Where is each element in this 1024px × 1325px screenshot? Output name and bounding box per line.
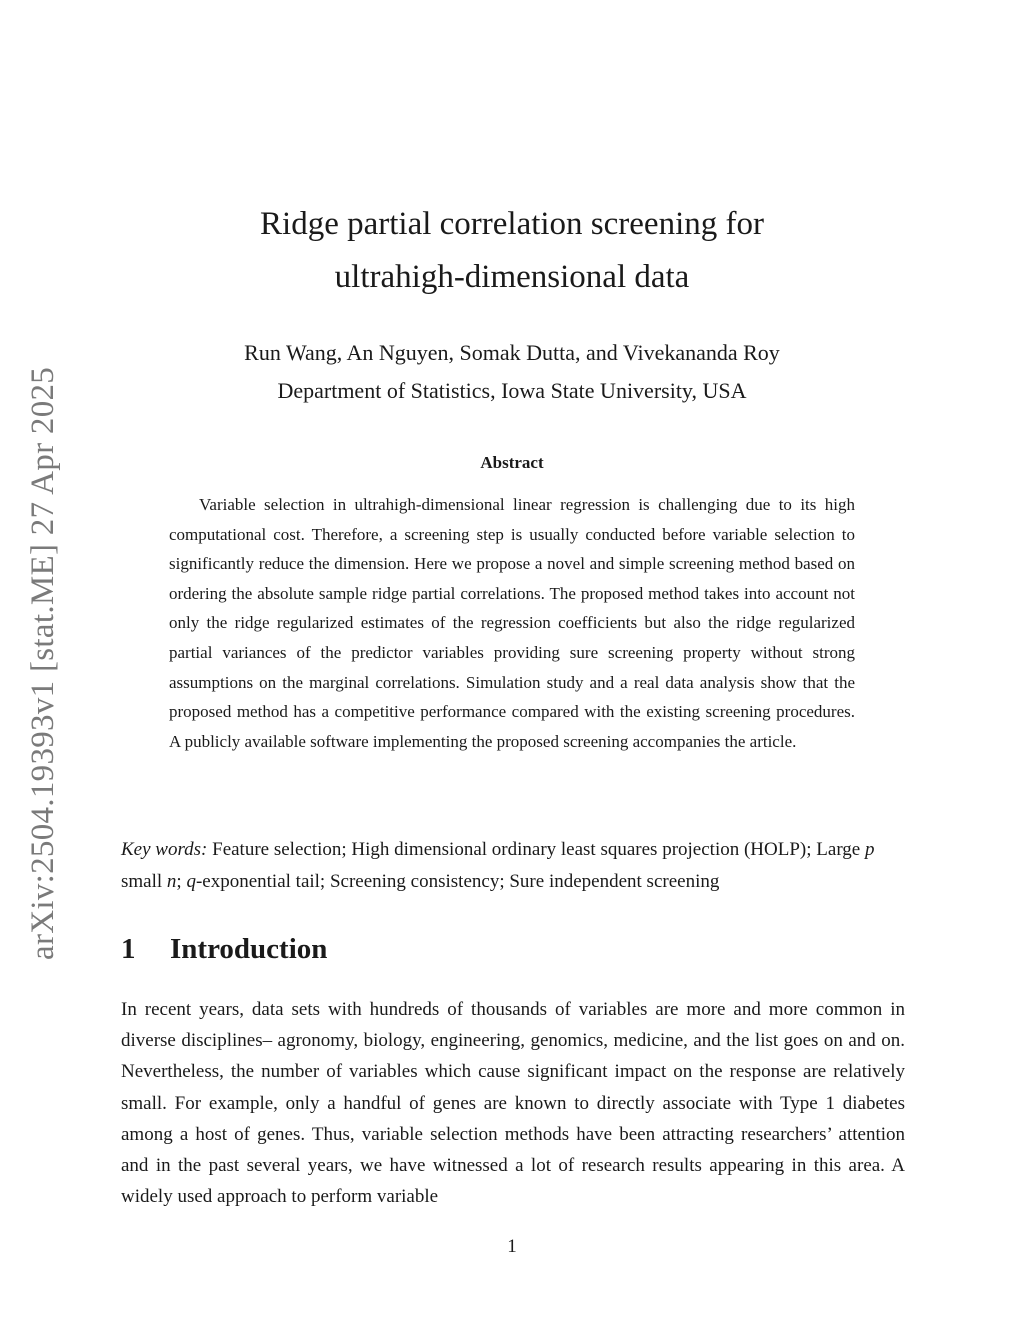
paper-title	[0, 198, 1024, 304]
abstract-text: Variable selection in ultrahigh-dimensional linear regression is challenging due to its high computational cost. Therefore, a screening step is usually conducted before variable selection to significantly reduce the dimension. Here we propose a novel and simple screening method based on ordering the absolute sample ridge partial correlations. The proposed method takes into account not only the ridge regularized estimates of the regression coefficients but also the ridge regularized partial variances of the predictor variables providing sure screening property without strong assumptions on the marginal correlations. Simulation study and a real data analysis show that the proposed method has a competitive performance compared with the existing screening procedures. A publicly available software implementing the proposed screening accompanies the article.	[169, 495, 855, 751]
keywords-text-1: Feature selection; High dimensional ordinary least squares projection (HOLP); Large	[212, 839, 861, 860]
author-block	[0, 334, 1024, 410]
keywords-paragraph	[121, 834, 905, 898]
author-list: Run Wang, An Nguyen, Somak Dutta, and Vivekananda Roy	[244, 340, 780, 365]
affiliation: Department of Statistics, Iowa State University, USA	[277, 378, 747, 403]
keywords-symbol-p: p	[864, 839, 875, 860]
paper-title-line-2: ultrahigh-dimensional data	[334, 259, 690, 295]
section-heading-introduction	[121, 933, 327, 966]
keywords-text-3: ;	[176, 871, 182, 892]
keywords-symbol-n: n	[166, 871, 177, 892]
arxiv-identifier-stamp: arXiv:2504.19393v1 [stat.ME] 27 Apr 2025	[25, 366, 61, 960]
keywords-label: Key words:	[121, 839, 208, 860]
keywords-symbol-q: q	[186, 871, 196, 892]
keywords-text-4: -exponential tail; Screening consistency; Sure independent screening	[195, 871, 720, 892]
section-title-text: Introduction	[170, 933, 328, 965]
abstract-heading: Abstract	[480, 453, 544, 472]
keywords-text-2: small	[121, 871, 163, 892]
paper-title-line-1: Ridge partial correlation screening for	[260, 206, 764, 242]
introduction-paragraph: In recent years, data sets with hundreds of thousands of variables are more and more common in diverse disciplines– agronomy, biology, engineering, genomics, medicine, and the list goes on and on. Nevertheless, the number of variables which cause significant impact on the response are relatively small. For example, only a handful of genes are known to directly associate with Type 1 diabetes among a host of genes. Thus, variable selection methods have been attracting researchers’ attention and in the past several years, we have witnessed a lot of research results appearing in this area. A widely used approach to perform variable	[121, 999, 905, 1208]
section-number: 1	[121, 933, 136, 965]
page-number: 1	[507, 1236, 517, 1257]
